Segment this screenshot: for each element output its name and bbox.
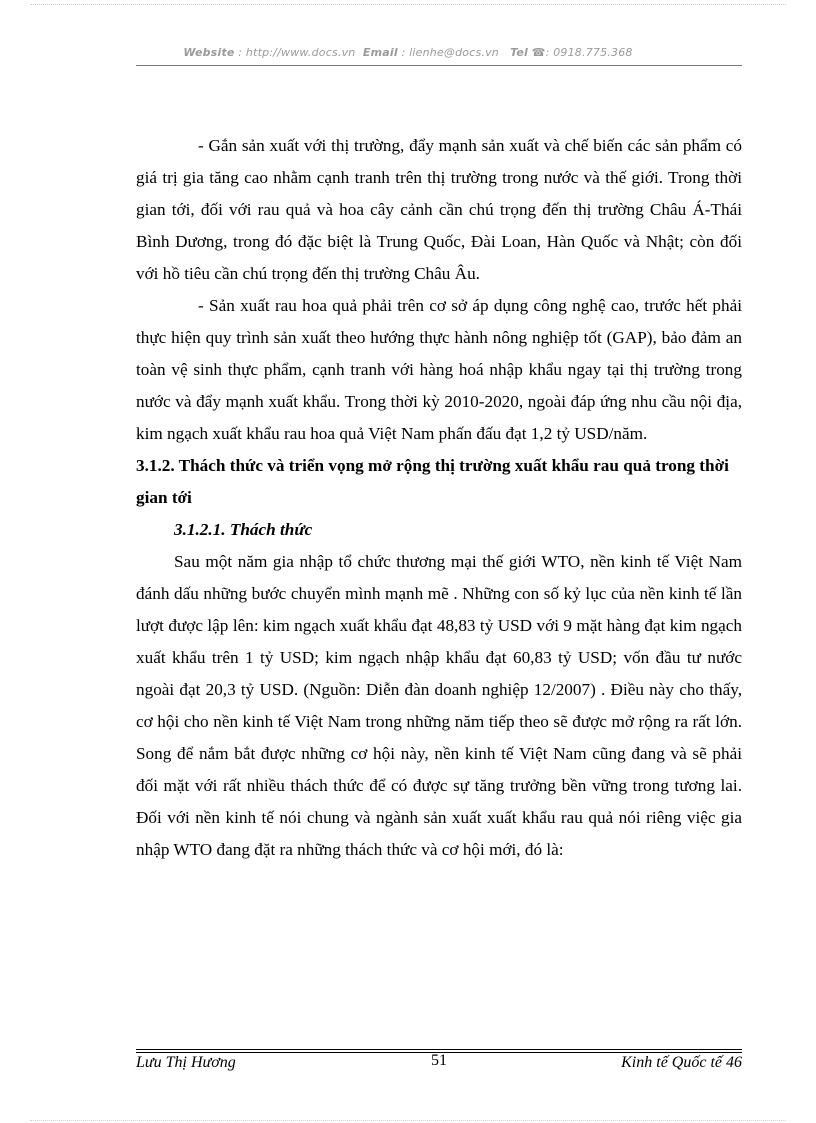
paragraph-high-tech-production: - Sản xuất rau hoa quả phải trên cơ sở áp dụng công nghệ cao, trước hết phải thực hiện quy trình sản xuất theo hướng thực hành nông nghiệp tốt (GAP), bảo đảm an toàn vệ sinh thực phẩm, cạnh tranh với hàng hoá nhập khẩu ngay tại thị trường trong nước và đẩy mạnh xuất khẩu. Trong thời kỳ 2010-2020, ngoài đáp ứng nhu cầu nội địa, kim ngạch xuất khẩu rau hoa quả Việt Nam phấn đấu đạt 1,2 tỷ USD/năm.: [136, 296, 742, 443]
tel-label: Tel: [510, 46, 528, 59]
website-value[interactable]: : http://www.docs.vn: [238, 46, 356, 59]
page-header: [0, 46, 816, 59]
header-divider: [136, 65, 742, 66]
footer-author: Lưu Thị Hương: [136, 1054, 236, 1071]
paragraph-market-linkage: - Gắn sản xuất với thị trường, đẩy mạnh sản xuất và chế biến các sản phẩm có giá trị gia tăng cao nhằm cạnh tranh trên thị trường trong nước và thế giới. Trong thời gian tới, đối với rau quả và hoa cây cảnh cần chú trọng đến thị trường Châu Á-Thái Bình Dương, trong đó đặc biệt là Trung Quốc, Đài Loan, Hàn Quốc và Nhật; còn đối với hồ tiêu cần chú trọng đến thị trường Châu Âu.: [136, 136, 742, 283]
email-label: Email: [362, 46, 398, 59]
website-label: Website: [183, 46, 235, 59]
email-value[interactable]: : lienhe@docs.vn: [401, 46, 499, 59]
paragraph-wto-challenges: Sau một năm gia nhập tổ chức thương mại thế giới WTO, nền kinh tế Việt Nam đánh dấu những bước chuyển mình mạnh mẽ . Những con số kỷ lục của nền kinh tế lần lượt được lập lên: kim ngạch xuất khẩu đạt 48,83 tỷ USD với 9 mặt hàng đạt kim ngạch xuất khẩu trên 1 tỷ USD; kim ngạch nhập khẩu đạt 60,83 tỷ USD; vốn đầu tư nước ngoài đạt 20,3 tỷ USD. (Nguồn: Diễn đàn doanh nghiệp 12/2007) . Điều này cho thấy, cơ hội cho nền kinh tế Việt Nam trong những năm tiếp theo sẽ được mở rộng ra rất lớn. Song để nắm bắt được những cơ hội này, nền kinh tế Việt Nam cũng đang và sẽ phải đối mặt với rất nhiều thách thức để có được sự tăng trưởng bền vững trong tương lai. Đối với nền kinh tế nói chung và ngành sản xuất xuất khẩu rau quả nói riêng việc gia nhập WTO đang đặt ra những thách thức và cơ hội mới, đó là:: [136, 552, 742, 859]
footer-class-name: Kinh tế Quốc tế 46: [621, 1054, 742, 1071]
tel-value: ☎: 0918.775.368: [531, 46, 633, 59]
page-number: 51: [431, 1052, 447, 1069]
page-top-edge: [30, 4, 786, 5]
subsection-heading-3-1-2-1: 3.1.2.1. Thách thức: [174, 520, 313, 539]
page-content: [136, 130, 742, 866]
page-bottom-edge: [30, 1120, 786, 1121]
footer-divider-top: [136, 1049, 742, 1050]
section-heading-3-1-2: 3.1.2. Thách thức và triển vọng mở rộng thị trường xuất khẩu rau quả trong thời gian tới: [136, 456, 729, 507]
page-footer: [136, 1054, 742, 1078]
